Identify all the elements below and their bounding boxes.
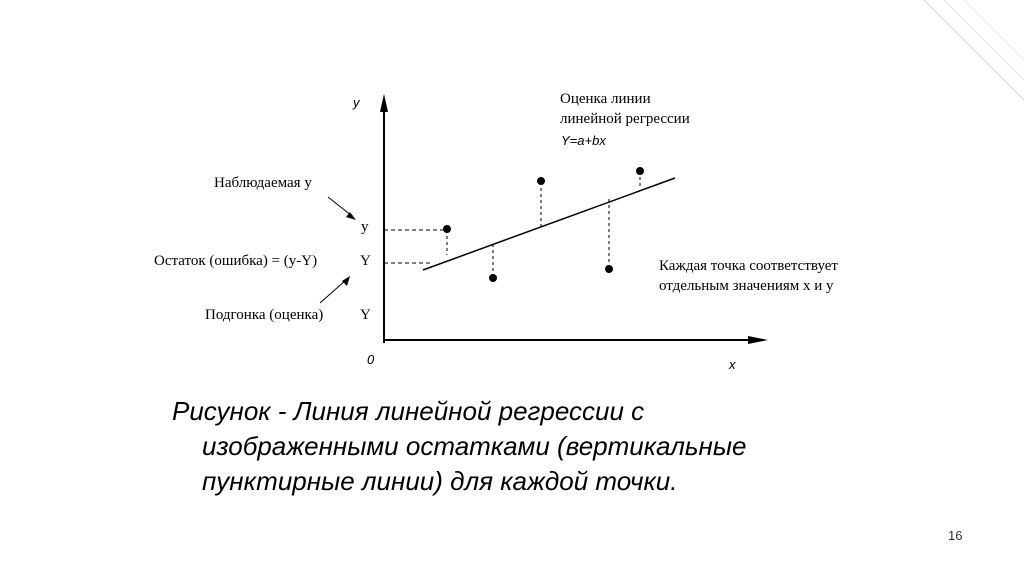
fit-pointer-arrowhead-icon xyxy=(342,276,350,286)
data-point xyxy=(489,274,497,282)
x-axis-label: x xyxy=(729,357,736,372)
regression-title-line1: Оценка линии xyxy=(560,91,651,107)
x-axis-arrow-icon xyxy=(748,336,768,344)
caption-line-3: пунктирные линии) для каждой точки. xyxy=(202,466,678,496)
figure-caption xyxy=(172,394,872,499)
fit-Y-label: Y xyxy=(360,307,371,323)
note-line2: отдельным значениям x и y xyxy=(659,278,834,294)
observed-pointer-arrow xyxy=(328,197,352,216)
note-line1: Каждая точка соответствует xyxy=(659,258,838,274)
y-axis-arrow-icon xyxy=(380,94,388,112)
residual-label: Остаток (ошибка) = (y-Y) xyxy=(154,253,318,269)
data-point xyxy=(443,225,451,233)
data-point xyxy=(605,265,613,273)
tick-Y-label: Y xyxy=(360,253,371,269)
tick-y-label: y xyxy=(361,219,369,235)
regression-title-line2: линейной регрессии xyxy=(560,111,690,127)
fit-pointer-arrow xyxy=(320,280,346,303)
regression-line xyxy=(423,178,675,270)
observed-y-label: Наблюдаемая y xyxy=(214,175,312,191)
data-point xyxy=(636,167,644,175)
data-point xyxy=(537,177,545,185)
page-number: 16 xyxy=(948,528,963,543)
fit-label: Подгонка (оценка) xyxy=(205,307,324,323)
observed-pointer-arrowhead-icon xyxy=(346,212,356,220)
caption-line-1: Рисунок - Линия линейной регрессии с xyxy=(172,396,645,426)
y-axis-label: y xyxy=(353,95,360,110)
caption-line-2: изображенными остатками (вертикальные xyxy=(202,431,747,461)
origin-label: 0 xyxy=(367,352,375,367)
regression-formula: Y=a+bx xyxy=(561,133,606,148)
